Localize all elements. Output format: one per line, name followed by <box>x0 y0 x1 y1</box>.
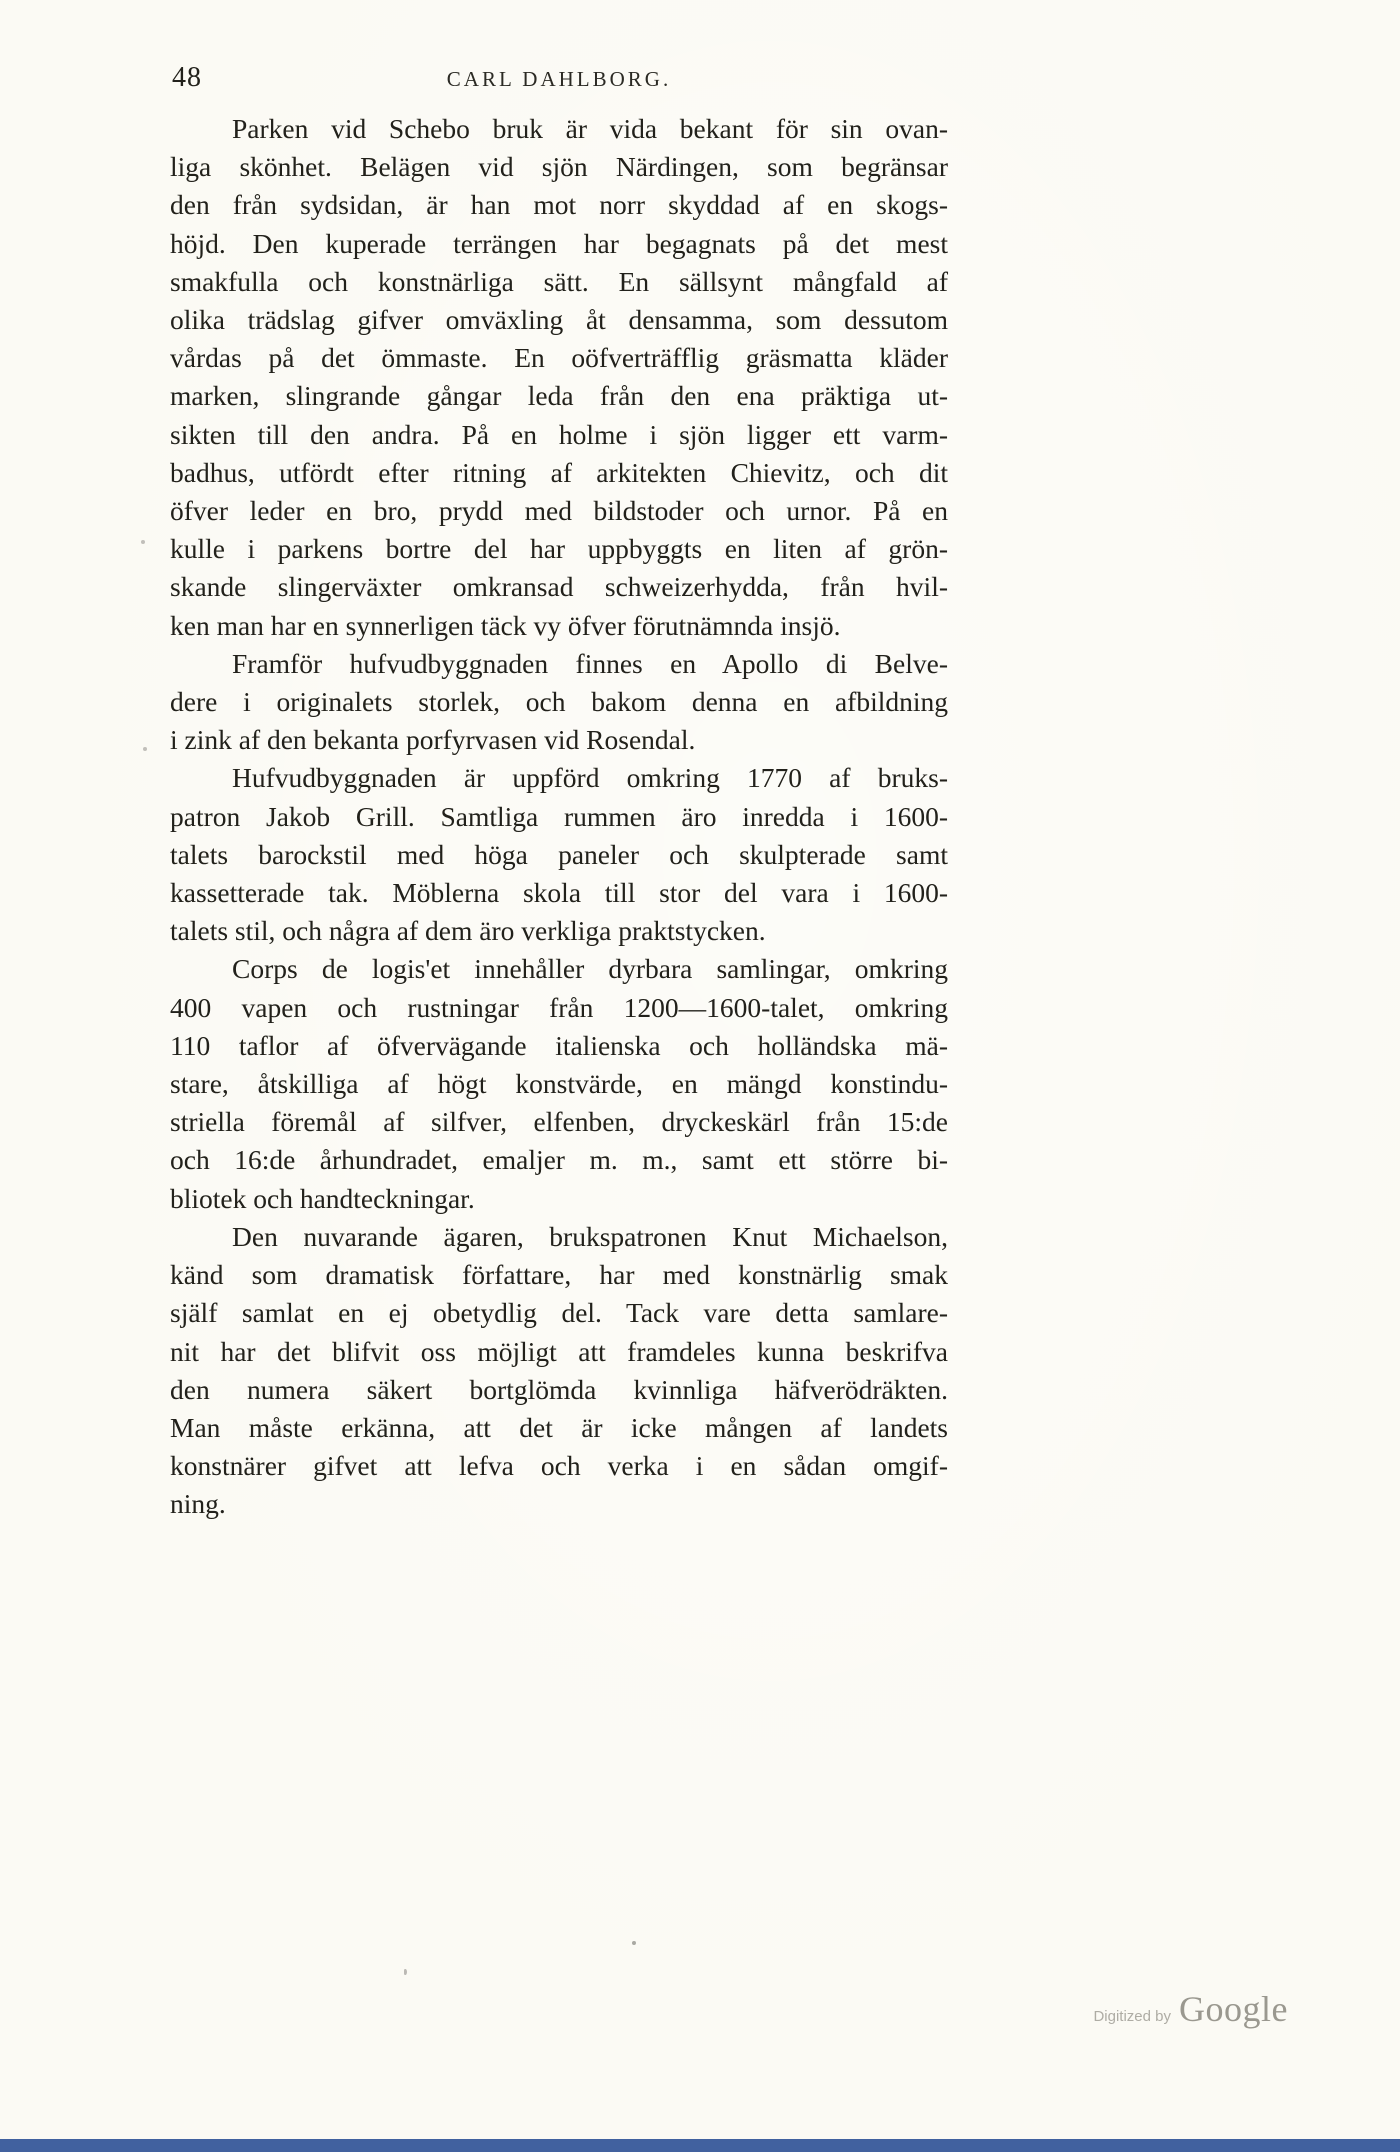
text-line: 110 taflor af öfvervägande italienska och holländska mä- <box>170 1029 948 1061</box>
text-line: skande slingerväxter omkransad schweizerhydda, från hvil- <box>170 571 948 603</box>
text-line: känd som dramatisk författare, har med konstnärlig smak <box>170 1259 948 1291</box>
text-line: smakfulla och konstnärliga sätt. En sällsynt mångfald af <box>170 265 948 297</box>
text-line: kulle i parkens bortre del har uppbyggts en liten af grön- <box>170 533 948 565</box>
text-line: Parken vid Schebo bruk är vida bekant för sin ovan- <box>232 113 948 144</box>
scan-artifact-dot <box>141 540 145 544</box>
text-line: i zink af den bekanta porfyrvasen vid Rosendal. <box>170 724 696 756</box>
google-logo: Google <box>1179 1989 1288 2029</box>
text-line: liga skönhet. Belägen vid sjön Närdingen, som begränsar <box>170 151 948 183</box>
text-line: höjd. Den kuperade terrängen har begagnats på det mest <box>170 227 948 259</box>
text-line: den numera säkert bortglömda kvinnliga häfverödräkten. <box>170 1373 948 1405</box>
scan-artifact-dot <box>404 1969 407 1975</box>
page-body-text <box>170 110 948 1524</box>
scan-artifact-dot <box>632 1941 636 1945</box>
text-line: sikten till den andra. På en holme i sjön ligger ett varm- <box>170 418 948 450</box>
running-header: CARL DAHLBORG. <box>446 67 672 91</box>
text-line: själf samlat en ej obetydlig del. Tack vare detta samlare- <box>170 1297 948 1329</box>
text-line: den från sydsidan, är han mot norr skyddad af en skogs- <box>170 189 948 221</box>
page-header <box>170 62 948 96</box>
text-line: marken, slingrande gångar leda från den ena präktiga ut- <box>170 380 948 412</box>
text-line: nit har det blifvit oss möjligt att framdeles kunna beskrifva <box>170 1335 948 1367</box>
text-line: talets barockstil med höga paneler och skulpterade samt <box>170 838 948 870</box>
text-line: striella föremål af silfver, elfenben, dryckeskärl från 15:de <box>170 1106 948 1138</box>
text-line: olika trädslag gifver omväxling åt densamma, som dessutom <box>170 304 948 336</box>
text-line: dere i originalets storlek, och bakom denna en afbildning <box>170 686 948 718</box>
text-line: öfver leder en bro, prydd med bildstoder och urnor. På en <box>170 495 948 527</box>
text-line: Den nuvarande ägaren, brukspatronen Knut Michaelson, <box>232 1220 948 1252</box>
text-line: patron Jakob Grill. Samtliga rummen äro inredda i 1600- <box>170 800 948 832</box>
text-line: ken man har en synnerligen täck vy öfver förutnämnda insjö. <box>170 609 841 641</box>
text-line: kassetterade tak. Möblerna skola till stor del vara i 1600- <box>170 877 948 909</box>
digitization-watermark <box>1093 1988 1288 2030</box>
text-line: bliotek och handteckningar. <box>170 1182 475 1214</box>
text-line: Corps de logis'et innehåller dyrbara samlingar, omkring <box>232 953 948 985</box>
text-line: Framför hufvudbyggnaden finnes en Apollo di Belve- <box>232 647 948 679</box>
page-number: 48 <box>172 62 202 93</box>
scan-artifact-dot <box>143 747 147 751</box>
text-line: Hufvudbyggnaden är uppförd omkring 1770 af bruks- <box>232 762 948 794</box>
text-line: och 16:de århundradet, emaljer m. m., samt ett större bi- <box>170 1144 948 1176</box>
digitized-by-label: Digitized by <box>1093 2008 1172 2025</box>
text-line: talets stil, och några af dem äro verkliga praktstycken. <box>170 915 766 947</box>
text-line: vårdas på det ömmaste. En oöfverträfflig gräsmatta kläder <box>170 342 948 374</box>
scan-bottom-edge-bar <box>0 2139 1400 2152</box>
text-line: badhus, utfördt efter ritning af arkitekten Chievitz, och dit <box>170 456 948 488</box>
text-line: ning. <box>170 1488 226 1520</box>
text-line: stare, åtskilliga af högt konstvärde, en mängd konstindu- <box>170 1068 948 1100</box>
text-line: Man måste erkänna, att det är icke mången af landets <box>170 1411 948 1443</box>
text-line: konstnärer gifvet att lefva och verka i en sådan omgif- <box>170 1450 948 1482</box>
text-line: 400 vapen och rustningar från 1200—1600-talet, omkring <box>170 991 948 1023</box>
